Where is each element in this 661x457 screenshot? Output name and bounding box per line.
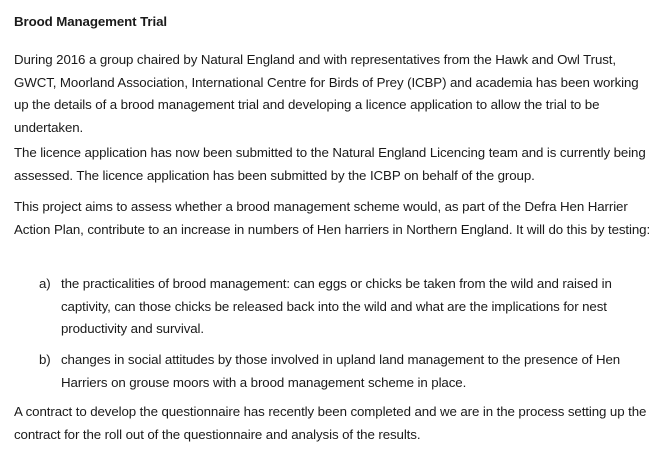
list-marker: a) xyxy=(39,276,51,291)
list-marker: b) xyxy=(39,352,51,367)
document-title: Brood Management Trial xyxy=(14,14,167,29)
paragraph-licence-status: The licence application has now been submitted to the Natural England Licencing team and is currently being assessed. The licence application has been submitted by the ICBP on behalf of the group. xyxy=(14,145,646,183)
paragraph-project-aims: This project aims to assess whether a brood management scheme would, as part of the Defra Hen Harrier Action Plan, contribute to an increase in numbers of Hen harriers in Northern England. It will do this by testing: xyxy=(14,199,651,237)
paragraph-contract: A contract to develop the questionnaire has recently been completed and we are in the process setting up the contract for the roll out of the questionnaire and analysis of the results. xyxy=(14,404,647,442)
list-item-text: the practicalities of brood management: can eggs or chicks be taken from the wild and raised in captivity, can those chicks be released back into the wild and what are the implications for nest productivity and survival. xyxy=(61,276,612,336)
paragraph-intro: During 2016 a group chaired by Natural England and with representatives from the Hawk and Owl Trust, GWCT, Moorland Association, International Centre for Birds of Prey (ICBP) and academia has been working up the details of a brood management trial and developing a licence application to allow the trial to be undertaken. xyxy=(14,52,639,135)
list-item-text: changes in social attitudes by those involved in upland land management to the presence of Hen Harriers on grouse moors with a brood management scheme in place. xyxy=(61,352,621,390)
